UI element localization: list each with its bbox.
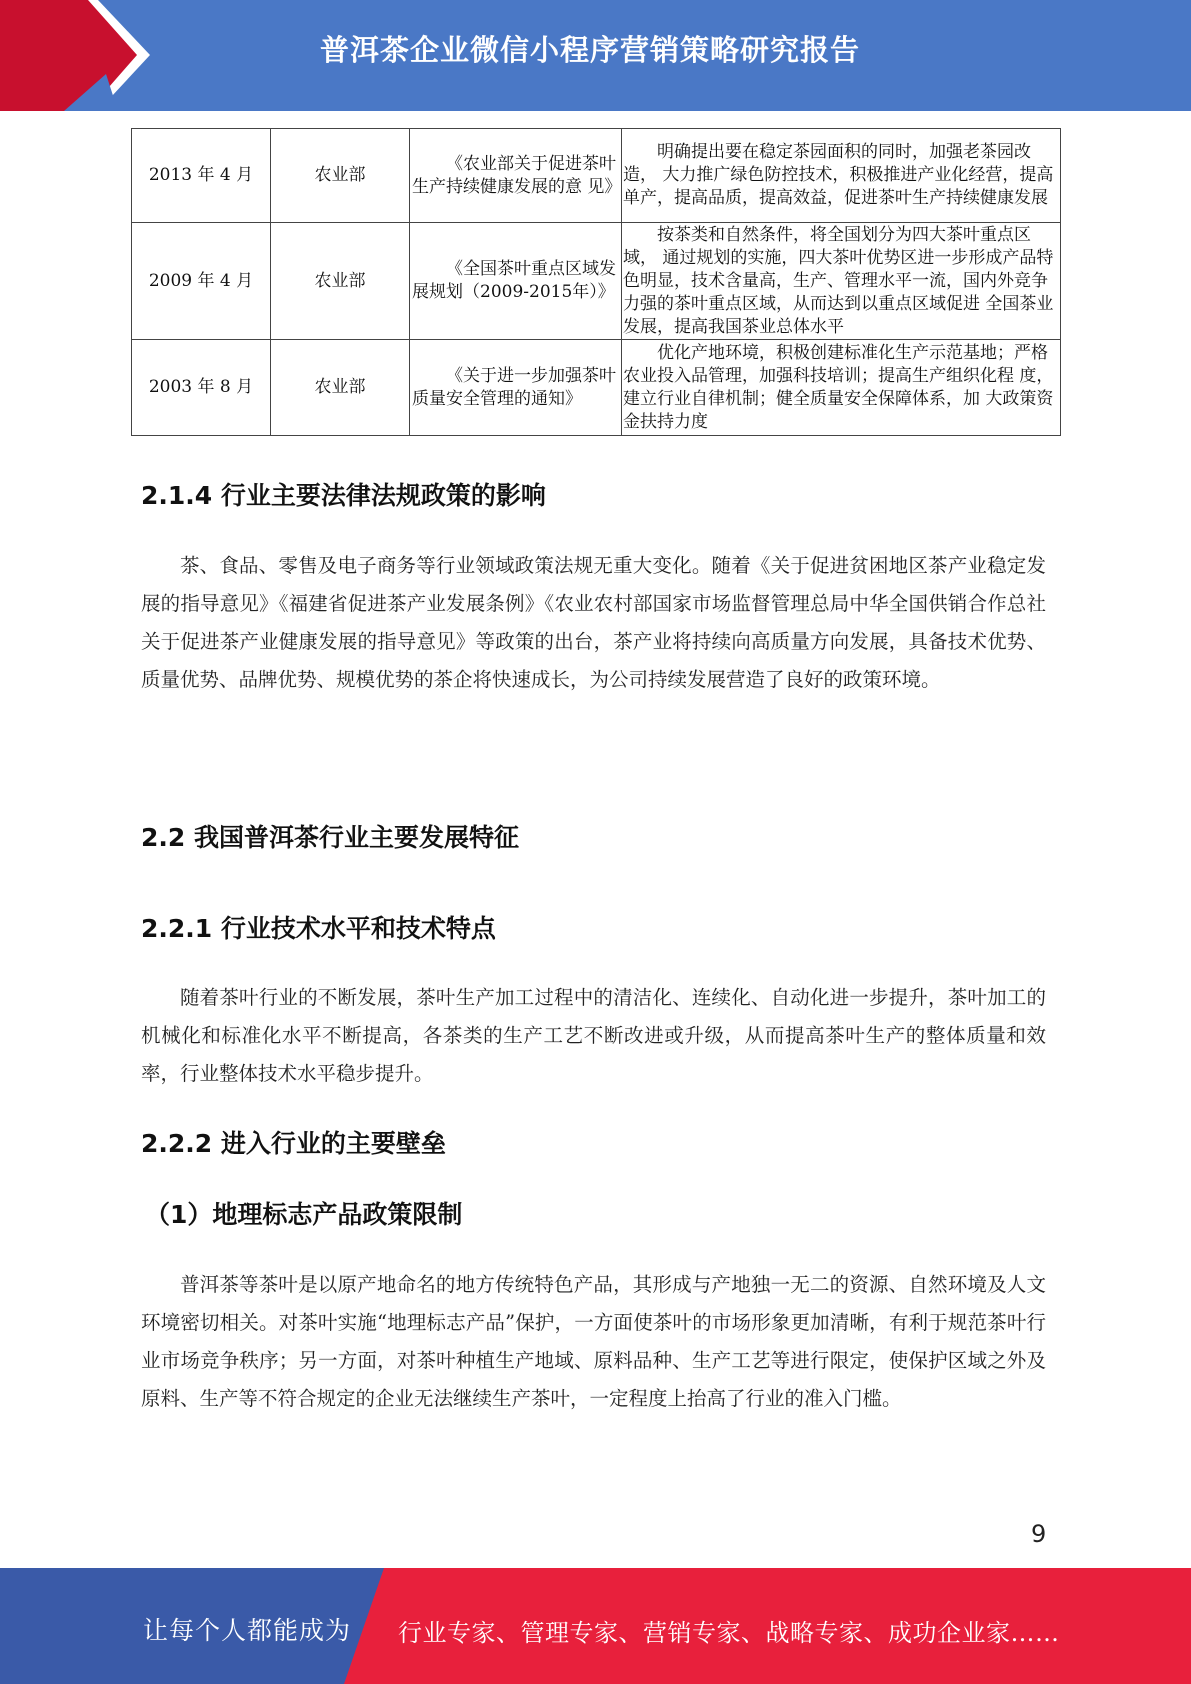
section-heading-2-2-2: 2.2.2 进入行业的主要壁垒 [141,1129,446,1158]
policy-name: 《全国茶叶重点区域发 展规划（2009-2015年）》 [410,223,622,340]
policy-name: 《农业部关于促进茶叶 生产持续健康发展的意 见》 [410,129,622,223]
page-number: 9 [1031,1520,1047,1548]
subsection-heading-2-2-2-1: （1）地理标志产品政策限制 [145,1200,463,1229]
policy-desc: 优化产地环境，积极创建标准化生产示范基地；严格农业投入品管理，加强科技培训；提高生产组织化程 度，建立行业自律机制；健全质量安全保障体系，加 大政策资金扶持力度 [622,340,1061,436]
section-body-2-1-4: 茶、食品、零售及电子商务等行业领域政策法规无重大变化。随着《关于促进贫困地区茶产业稳定发展的指导意见》《福建省促进茶产业发展条例》《农业农村部国家市场监督管理总局中华全国供销合作总社关于促进茶产业健康发展的指导意见》等政策的出台，茶产业将持续向高质量方向发展，具备技术优势、质量优势、品牌优势、规模优势的茶企将快速成长，为公司持续发展营造了良好的政策环境。 [141,554,1046,691]
section-body-2-2-2-1: 普洱茶等茶叶是以原产地命名的地方传统特色产品，其形成与产地独一无二的资源、自然环境及人文环境密切相关。对茶叶实施“地理标志产品”保护，一方面使茶叶的市场形象更加清晰，有利于规范茶叶行业市场竞争秩序；另一方面，对茶叶种植生产地域、原料品种、生产工艺等进行限定，使保护区域之外及原料、生产等不符合规定的企业无法继续生产茶叶，一定程度上抬高了行业的准入门槛。 [141,1273,1046,1410]
policy-date: 2013 年 4 月 [132,129,271,223]
section-body-2-2-1: 随着茶叶行业的不断发展，茶叶生产加工过程中的清洁化、连续化、自动化进一步提升，茶叶加工的机械化和标准化水平不断提高，各茶类的生产工艺不断改进或升级，从而提高茶叶生产的整体质量和效率，行业整体技术水平稳步提升。 [141,986,1046,1085]
policy-date: 2009 年 4 月 [132,223,271,340]
policy-desc: 明确提出要在稳定茶园面积的同时，加强老茶园改造， 大力推广绿色防控技术，积极推进产业化经营，提高 单产，提高品质，提高效益，促进茶叶生产持续健康发展 [622,129,1061,223]
policy-org: 农业部 [271,340,410,436]
section-heading-2-2-1: 2.2.1 行业技术水平和技术特点 [141,914,496,943]
page-footer [0,1568,1191,1684]
policy-desc: 按茶类和自然条件，将全国划分为四大茶叶重点区域， 通过规划的实施，四大茶叶优势区进一步形成产品特 色明显，技术含量高，生产、管理水平一流，国内外竞争力强的茶叶重点区域，从而达到以重点区域促进 全国茶业发展，提高我国茶业总体水平 [622,223,1061,340]
policy-org: 农业部 [271,129,410,223]
table-row [132,129,1061,223]
table-row [132,223,1061,340]
section-heading-2-2: 2.2 我国普洱茶行业主要发展特征 [141,823,519,852]
policy-date: 2003 年 8 月 [132,340,271,436]
section-heading-2-1-4: 2.1.4 行业主要法律法规政策的影响 [141,481,546,510]
report-title: 普洱茶企业微信小程序营销策略研究报告 [320,33,861,67]
footer-roles: 行业专家、管理专家、营销专家、战略专家、成功企业家…… [398,1619,1060,1647]
header-arrow-decoration [0,0,150,111]
table-row [132,340,1061,436]
policy-org: 农业部 [271,223,410,340]
policy-name: 《关于进一步加强茶叶 质量安全管理的通知》 [410,340,622,436]
policy-table [131,128,1061,436]
page-header [0,0,1191,111]
footer-slogan: 让每个人都能成为 [143,1616,352,1645]
